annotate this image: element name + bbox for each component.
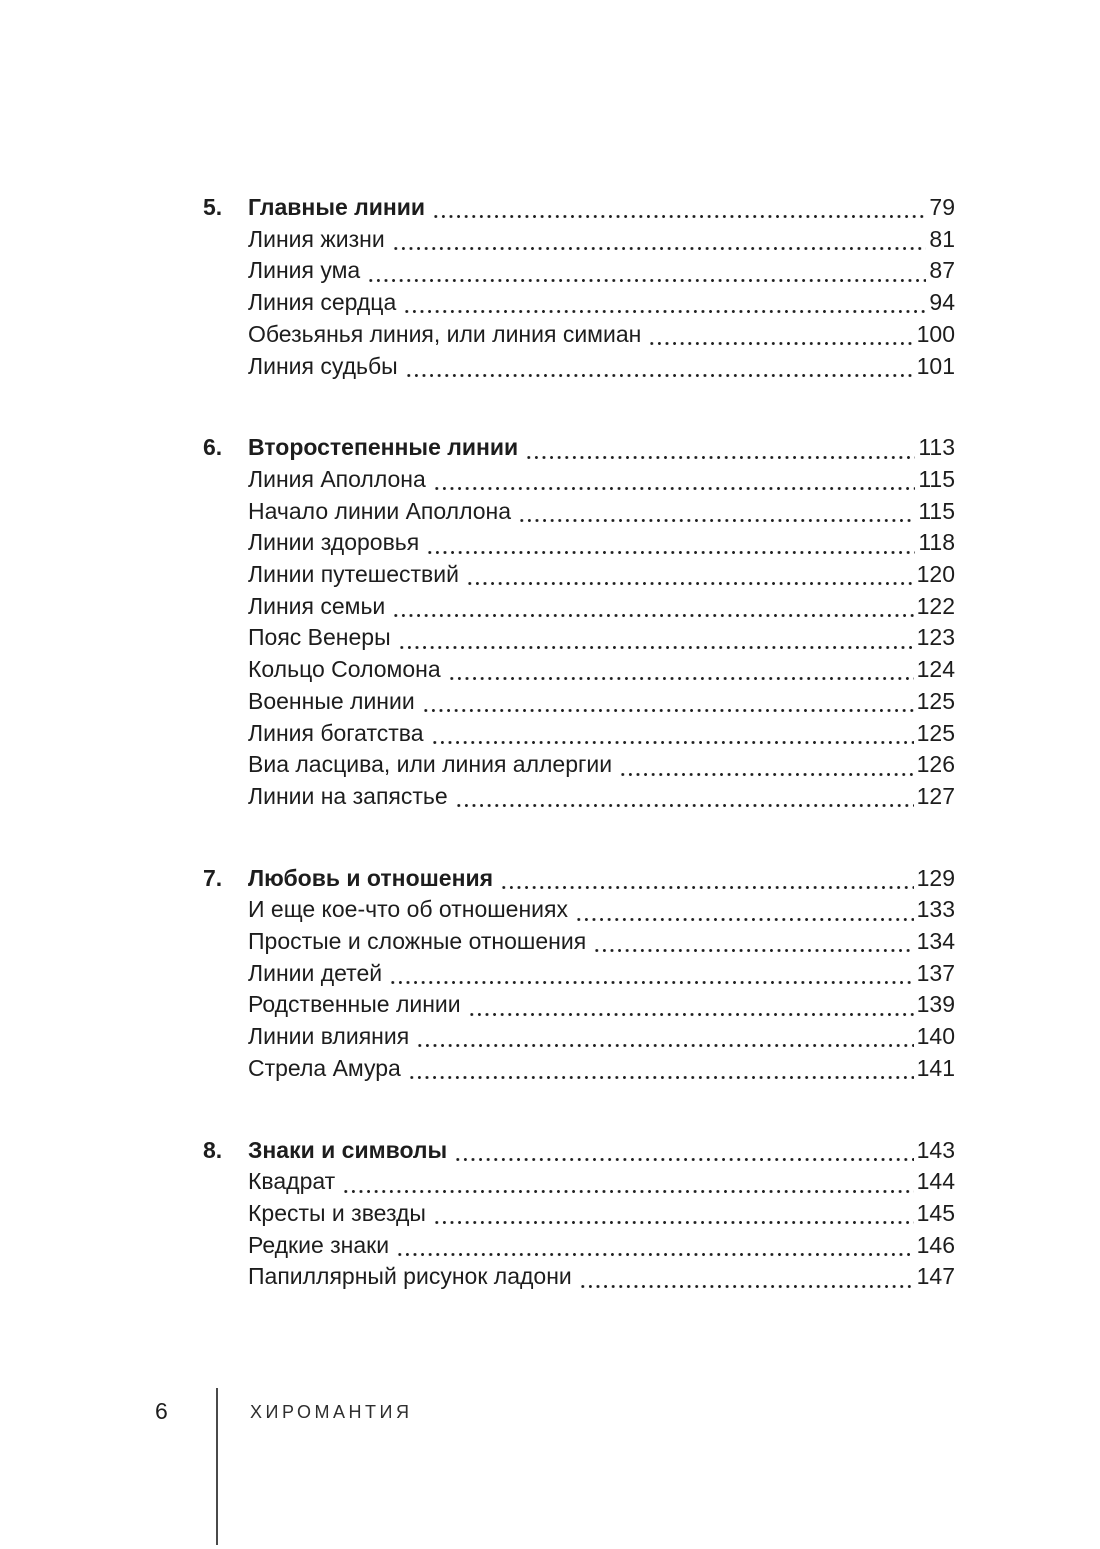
entry-page-number: 139	[916, 991, 955, 1018]
toc-entry	[203, 686, 955, 718]
dot-leader	[367, 255, 926, 287]
entry-page-number: 145	[916, 1199, 955, 1226]
dot-leader	[466, 559, 914, 591]
dot-leader	[422, 686, 914, 718]
toc-entry	[203, 1166, 955, 1198]
toc-entry	[203, 958, 955, 990]
dot-leader	[392, 224, 927, 256]
dot-leader	[619, 749, 914, 781]
toc-entry	[203, 622, 955, 654]
entry-page-number: 101	[916, 352, 955, 379]
footer-running-title: ХИРОМАНТИЯ	[250, 1402, 413, 1422]
entry-title: Простые и сложные отношения	[248, 928, 587, 955]
toc-entry	[203, 1053, 955, 1085]
entry-page-number: 123	[916, 624, 955, 651]
dot-leader	[433, 1198, 914, 1230]
entry-title: Родственные линии	[248, 991, 461, 1018]
toc-section-heading	[203, 192, 955, 224]
entry-page-number: 141	[916, 1054, 955, 1081]
dot-leader	[579, 1261, 914, 1293]
dot-leader	[454, 1135, 913, 1167]
toc-entry	[203, 989, 955, 1021]
entry-page-number: 134	[916, 928, 955, 955]
dot-leader	[342, 1166, 913, 1198]
dot-leader	[392, 591, 913, 623]
entry-page-number: 126	[916, 751, 955, 778]
section-number: 5.	[203, 194, 223, 220]
entry-page-number: 125	[916, 687, 955, 714]
entry-page-number: 125	[916, 719, 955, 746]
entry-page-number: 120	[916, 561, 955, 588]
toc-entry	[203, 224, 955, 256]
entry-title: Линии путешествий	[248, 561, 459, 588]
entry-page-number: 118	[918, 529, 955, 556]
toc-entry	[203, 1261, 955, 1293]
dot-leader	[468, 989, 914, 1021]
entry-page-number: 115	[918, 497, 955, 524]
dot-leader	[433, 464, 916, 496]
entry-page-number: 137	[916, 959, 955, 986]
dot-leader	[448, 654, 914, 686]
section-number: 7.	[203, 864, 223, 891]
toc-entry	[203, 926, 955, 958]
dot-leader	[431, 718, 914, 750]
table-of-contents	[203, 192, 955, 1293]
dot-leader	[389, 958, 914, 990]
entry-title: Линии влияния	[248, 1023, 410, 1050]
dot-leader	[455, 781, 914, 813]
entry-page-number: 115	[918, 465, 955, 492]
entry-title: Линии детей	[248, 959, 383, 986]
toc-entry	[203, 749, 955, 781]
entry-title: Пояс Венеры	[248, 624, 391, 651]
entry-page-number: 100	[916, 320, 955, 347]
section-page-number: 129	[916, 864, 955, 891]
dot-leader	[593, 926, 913, 958]
toc-entry	[203, 287, 955, 319]
entry-title: Линия богатства	[248, 719, 424, 746]
entry-page-number: 81	[929, 225, 955, 252]
toc-entry	[203, 464, 955, 496]
dot-leader	[500, 863, 914, 895]
toc-section-5	[203, 192, 955, 382]
footer-page-number: 6	[155, 1398, 168, 1424]
entry-title: Виа ласцива, или линия аллергии	[248, 751, 613, 778]
entry-title: И еще кое-что об отношениях	[248, 896, 568, 923]
section-title: Главные линии	[248, 194, 426, 220]
toc-entry	[203, 527, 955, 559]
dot-leader	[396, 1230, 914, 1262]
toc-section-6	[203, 432, 955, 812]
toc-entry	[203, 319, 955, 351]
entry-title: Линия сердца	[248, 289, 397, 316]
section-title: Знаки и символы	[248, 1136, 448, 1163]
dot-leader	[405, 351, 914, 383]
toc-entry	[203, 718, 955, 750]
toc-section-7	[203, 863, 955, 1085]
entry-title: Папиллярный рисунок ладони	[248, 1263, 572, 1290]
entry-page-number: 87	[929, 257, 955, 284]
section-page-number: 79	[929, 194, 955, 220]
dot-leader	[398, 622, 914, 654]
entry-page-number: 146	[916, 1231, 955, 1258]
section-number: 6.	[203, 434, 223, 461]
dot-leader	[403, 287, 926, 319]
entry-title: Линия судьбы	[248, 352, 398, 379]
dot-leader	[575, 894, 914, 926]
entry-page-number: 94	[929, 289, 955, 316]
footer-vertical-rule	[216, 1388, 218, 1545]
entry-title: Кресты и звезды	[248, 1199, 426, 1226]
toc-entry	[203, 1021, 955, 1053]
entry-title: Линия Аполлона	[248, 465, 426, 492]
dot-leader	[648, 319, 913, 351]
entry-title: Линия жизни	[248, 225, 385, 252]
section-number: 8.	[203, 1136, 223, 1163]
dot-leader	[426, 527, 915, 559]
dot-leader	[408, 1053, 914, 1085]
entry-page-number: 144	[916, 1168, 955, 1195]
entry-page-number: 147	[916, 1263, 955, 1290]
entry-title: Военные линии	[248, 687, 415, 714]
toc-section-8	[203, 1135, 955, 1294]
toc-entry	[203, 559, 955, 591]
entry-title: Обезьянья линия, или линия симиан	[248, 320, 642, 347]
entry-title: Линия семьи	[248, 592, 386, 619]
entry-title: Редкие знаки	[248, 1231, 390, 1258]
toc-section-heading	[203, 1135, 955, 1167]
toc-entry	[203, 781, 955, 813]
entry-title: Стрела Амура	[248, 1054, 401, 1081]
entry-title: Квадрат	[248, 1168, 336, 1195]
section-page-number: 143	[916, 1136, 955, 1163]
entry-page-number: 122	[916, 592, 955, 619]
entry-page-number: 133	[916, 896, 955, 923]
section-title: Второстепенные линии	[248, 434, 519, 461]
dot-leader	[518, 496, 915, 528]
entry-title: Кольцо Соломона	[248, 656, 441, 683]
toc-entry	[203, 255, 955, 287]
dot-leader	[432, 192, 926, 224]
toc-entry	[203, 654, 955, 686]
section-title: Любовь и отношения	[248, 864, 494, 891]
toc-entry	[203, 894, 955, 926]
entry-page-number: 124	[916, 656, 955, 683]
toc-entry	[203, 1230, 955, 1262]
toc-entry	[203, 351, 955, 383]
toc-entry	[203, 591, 955, 623]
toc-entry	[203, 496, 955, 528]
entry-page-number: 127	[916, 782, 955, 809]
dot-leader	[416, 1021, 913, 1053]
dot-leader	[525, 432, 915, 464]
toc-section-heading	[203, 432, 955, 464]
entry-title: Линия ума	[248, 257, 361, 284]
entry-title: Линии на запястье	[248, 782, 448, 809]
toc-entry	[203, 1198, 955, 1230]
toc-section-heading	[203, 863, 955, 895]
entry-title: Линии здоровья	[248, 529, 420, 556]
entry-page-number: 140	[916, 1023, 955, 1050]
entry-title: Начало линии Аполлона	[248, 497, 512, 524]
section-page-number: 113	[918, 434, 955, 461]
